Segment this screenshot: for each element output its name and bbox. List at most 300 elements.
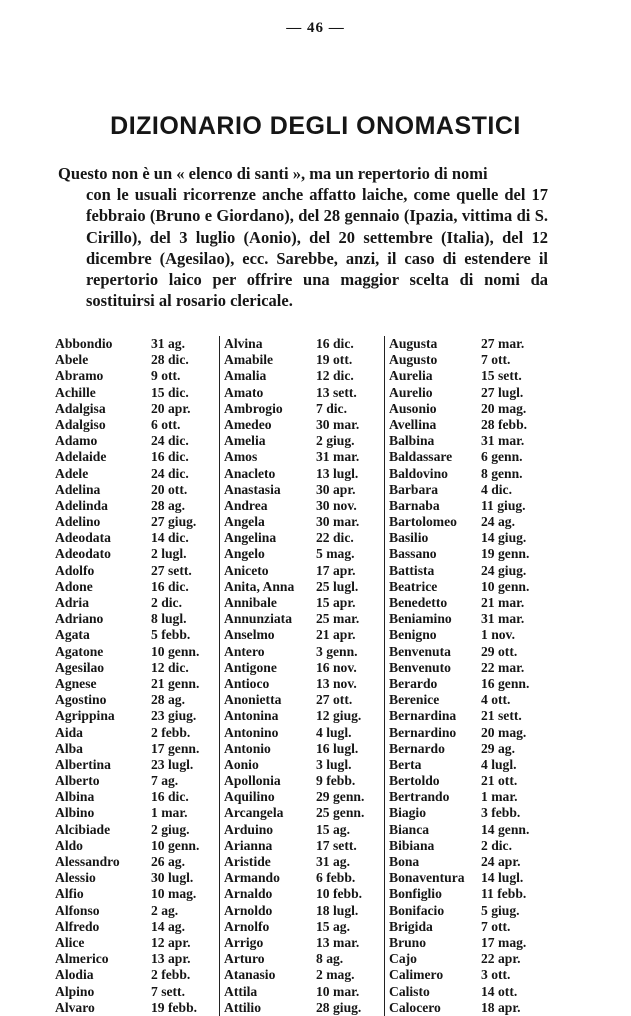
entry-name: Augusta (389, 336, 438, 351)
entry-name: Adeodata (55, 530, 111, 546)
entry-date: 30 lugl. (151, 870, 194, 886)
entry-date: 6 ott. (151, 416, 181, 432)
entry-date: 28 ag. (151, 692, 185, 708)
name-entry (220, 611, 384, 627)
entry-date: 4 lugl. (481, 756, 517, 772)
name-entry (55, 870, 219, 886)
entry-name: Bonifacio (389, 902, 445, 918)
entry-name: Bernardo (389, 740, 445, 756)
entry-date: 27 giug. (151, 514, 197, 530)
entry-date: 24 dic. (151, 433, 189, 449)
entry-date: 6 febb. (316, 870, 356, 886)
entry-date: 15 apr. (316, 595, 356, 610)
entry-date: 21 sett. (481, 708, 522, 724)
entry-name: Adone (55, 578, 93, 594)
name-entry (385, 1000, 550, 1016)
name-entry (55, 644, 219, 660)
entry-name: Anonietta (224, 692, 282, 708)
entry-name: Anita, Anna (224, 578, 295, 594)
entry-name: Adria (55, 595, 89, 610)
entry-name: Adelaide (55, 449, 107, 465)
name-entry (220, 773, 384, 789)
name-entry (220, 385, 384, 401)
name-entry (55, 935, 219, 951)
entry-date: 16 lugl. (316, 740, 359, 756)
entry-name: Bertrando (389, 789, 450, 805)
names-column-3 (384, 336, 550, 1016)
entry-name: Anastasia (224, 481, 281, 497)
name-entry (385, 984, 550, 1000)
entry-name: Amelia (224, 433, 266, 449)
entry-name: Berenice (389, 692, 440, 708)
page-title: DIZIONARIO DEGLI ONOMASTICI (110, 112, 521, 140)
entry-date: 17 mag. (481, 934, 527, 950)
entry-name: Arnaldo (224, 886, 273, 902)
entry-name: Bassano (389, 546, 437, 562)
entry-date: 7 ag. (151, 773, 179, 789)
name-entry (220, 644, 384, 660)
name-entry (220, 676, 384, 692)
entry-name: Antonina (224, 708, 279, 724)
name-entry (220, 708, 384, 724)
entry-date: 21 ott. (481, 773, 518, 789)
entry-date: 16 nov. (316, 659, 357, 675)
name-entry (55, 984, 219, 1000)
entry-date: 13 apr. (151, 951, 191, 967)
entry-date: 31 mar. (481, 611, 525, 627)
name-entry (220, 482, 384, 498)
entry-name: Apollonia (224, 773, 281, 789)
entry-name: Amos (224, 449, 258, 465)
entry-date: 13 lugl. (316, 465, 359, 481)
entry-name: Aonio (224, 756, 259, 772)
entry-name: Benvenuto (389, 659, 451, 675)
entry-date: 12 dic. (151, 659, 189, 675)
entry-date: 7 ott. (481, 918, 511, 934)
entry-name: Attila (224, 983, 258, 999)
entry-date: 15 ag. (316, 918, 350, 934)
entry-name: Amalia (224, 368, 267, 384)
entry-name: Bianca (389, 821, 430, 837)
entry-date: 22 apr. (481, 951, 521, 967)
entry-name: Benvenuta (389, 643, 451, 659)
name-entry (385, 789, 550, 805)
entry-date: 18 lugl. (316, 902, 359, 918)
name-entry (220, 838, 384, 854)
entry-date: 3 febb. (481, 805, 521, 821)
name-entry (385, 627, 550, 643)
name-entry (220, 967, 384, 983)
entry-name: Abele (55, 352, 89, 368)
entry-date: 12 apr. (151, 934, 191, 950)
name-entry (220, 741, 384, 757)
entry-date: 5 febb. (151, 627, 191, 643)
entry-name: Agostino (55, 692, 107, 708)
entry-date: 30 nov. (316, 497, 357, 513)
entry-date: 7 ott. (481, 352, 511, 368)
name-entry (220, 903, 384, 919)
name-entry (385, 708, 550, 724)
entry-name: Agrippina (55, 708, 115, 724)
name-entry (55, 951, 219, 967)
entry-name: Abramo (55, 368, 104, 384)
name-entry (385, 352, 550, 368)
name-entry (220, 449, 384, 465)
entry-date: 16 dic. (151, 449, 189, 465)
name-entry (220, 563, 384, 579)
name-entry (220, 336, 384, 352)
entry-name: Adamo (55, 433, 98, 449)
entry-name: Angela (224, 514, 265, 530)
name-entry (220, 984, 384, 1000)
name-entry (220, 805, 384, 821)
name-entry (385, 498, 550, 514)
entry-name: Brigida (389, 918, 433, 934)
entry-name: Albino (55, 805, 95, 821)
entry-date: 31 mar. (481, 433, 525, 449)
entry-name: Arnoldo (224, 902, 273, 918)
name-entry (385, 676, 550, 692)
entry-name: Alcibiade (55, 821, 111, 837)
name-entry (55, 838, 219, 854)
name-entry (55, 805, 219, 821)
name-entry (220, 466, 384, 482)
name-entry (220, 870, 384, 886)
intro-first-line: Questo non è un « elenco di santi », ma un repertorio di nomi (58, 164, 488, 183)
entry-date: 2 ag. (151, 902, 179, 918)
entry-date: 24 apr. (481, 854, 521, 869)
name-entry (385, 336, 550, 352)
entry-date: 2 febb. (151, 724, 191, 740)
entry-name: Bruno (389, 934, 427, 950)
entry-date: 5 mag. (316, 546, 355, 562)
name-entry (385, 449, 550, 465)
name-entry (220, 498, 384, 514)
entry-name: Alfonso (55, 902, 100, 918)
entry-date: 17 sett. (316, 837, 357, 853)
entry-name: Achille (55, 384, 96, 400)
entry-name: Annibale (224, 595, 277, 610)
entry-date: 7 sett. (151, 983, 185, 999)
name-entry (385, 466, 550, 482)
entry-name: Bertoldo (389, 773, 440, 789)
name-entry (55, 1000, 219, 1016)
entry-date: 15 sett. (481, 368, 522, 384)
entry-name: Barbara (389, 481, 439, 497)
name-entry (55, 611, 219, 627)
name-entry (220, 417, 384, 433)
entry-name: Cajo (389, 951, 417, 967)
name-entry (385, 595, 550, 611)
entry-name: Alessandro (55, 854, 120, 869)
entry-date: 14 dic. (151, 530, 189, 546)
entry-name: Annunziata (224, 611, 292, 627)
entry-date: 10 mag. (151, 886, 197, 902)
name-entry (55, 967, 219, 983)
name-entry (385, 870, 550, 886)
entry-date: 3 ott. (481, 967, 511, 983)
entry-name: Adelina (55, 481, 101, 497)
name-entry (55, 563, 219, 579)
name-entry (385, 919, 550, 935)
names-column-2 (219, 336, 384, 1016)
name-entry (55, 595, 219, 611)
names-column-1 (55, 336, 219, 1016)
entry-date: 1 mar. (151, 805, 188, 821)
entry-date: 21 apr. (316, 627, 356, 643)
entry-date: 28 febb. (481, 416, 528, 432)
entry-date: 3 lugl. (316, 756, 352, 772)
name-entry (55, 822, 219, 838)
name-entry (385, 563, 550, 579)
entry-date: 11 febb. (481, 886, 527, 902)
entry-name: Calocero (389, 999, 441, 1015)
onomastici-table (55, 336, 550, 1016)
name-entry (55, 579, 219, 595)
name-entry (385, 903, 550, 919)
entry-name: Adelinda (55, 497, 108, 513)
name-entry (55, 886, 219, 902)
name-entry (385, 579, 550, 595)
name-entry (385, 546, 550, 562)
entry-date: 9 ott. (151, 368, 181, 384)
name-entry (220, 627, 384, 643)
name-entry (55, 482, 219, 498)
entry-name: Alvaro (55, 999, 95, 1015)
entry-name: Adelino (55, 514, 101, 530)
entry-date: 30 mar. (316, 416, 360, 432)
entry-date: 2 dic. (151, 595, 182, 610)
name-entry (385, 611, 550, 627)
entry-name: Adele (55, 465, 89, 481)
entry-date: 31 ag. (151, 336, 185, 351)
entry-date: 2 giug. (151, 821, 190, 837)
entry-date: 12 dic. (316, 368, 354, 384)
entry-date: 21 genn. (151, 675, 200, 691)
entry-name: Benedetto (389, 595, 448, 610)
entry-date: 29 genn. (316, 789, 365, 805)
entry-name: Andrea (224, 497, 268, 513)
entry-date: 29 ag. (481, 740, 515, 756)
entry-name: Alfio (55, 886, 84, 902)
entry-date: 7 dic. (316, 400, 347, 416)
entry-name: Bona (389, 854, 420, 869)
entry-date: 27 lugl. (481, 384, 524, 400)
entry-name: Agnese (55, 675, 97, 691)
entry-date: 19 ott. (316, 352, 353, 368)
name-entry (55, 676, 219, 692)
entry-date: 14 ag. (151, 918, 185, 934)
entry-name: Amabile (224, 352, 274, 368)
name-entry (55, 660, 219, 676)
entry-date: 19 febb. (151, 999, 198, 1015)
entry-date: 16 dic. (151, 789, 189, 805)
name-entry (55, 725, 219, 741)
entry-name: Attilio (224, 999, 261, 1015)
entry-name: Alessio (55, 870, 96, 886)
name-entry (385, 530, 550, 546)
entry-date: 29 ott. (481, 643, 518, 659)
entry-name: Calisto (389, 983, 430, 999)
entry-name: Almerico (55, 951, 109, 967)
entry-name: Alfredo (55, 918, 100, 934)
name-entry (220, 352, 384, 368)
entry-date: 28 ag. (151, 497, 185, 513)
entry-date: 2 mag. (316, 967, 355, 983)
entry-name: Arduino (224, 821, 274, 837)
entry-date: 9 febb. (316, 773, 356, 789)
entry-name: Adeodato (55, 546, 111, 562)
entry-date: 28 giug. (316, 999, 362, 1015)
entry-date: 19 genn. (481, 546, 530, 562)
name-entry (385, 401, 550, 417)
entry-name: Alice (55, 934, 85, 950)
entry-date: 31 mar. (316, 449, 360, 465)
entry-name: Amato (224, 384, 264, 400)
name-entry (385, 838, 550, 854)
entry-name: Alberto (55, 773, 100, 789)
name-entry (220, 692, 384, 708)
name-entry (220, 935, 384, 951)
name-entry (220, 514, 384, 530)
name-entry (385, 741, 550, 757)
entry-date: 31 ag. (316, 854, 350, 869)
entry-name: Baldassare (389, 449, 453, 465)
entry-date: 24 dic. (151, 465, 189, 481)
intro-paragraph (58, 163, 548, 311)
name-entry (55, 546, 219, 562)
entry-name: Alodia (55, 967, 94, 983)
name-entry (55, 385, 219, 401)
entry-date: 22 mar. (481, 659, 525, 675)
entry-name: Alvina (224, 336, 263, 351)
entry-name: Aquilino (224, 789, 275, 805)
name-entry (220, 433, 384, 449)
page-number: — 46 — (286, 20, 345, 36)
name-entry (385, 482, 550, 498)
name-entry (55, 352, 219, 368)
entry-date: 10 febb. (316, 886, 363, 902)
entry-date: 22 dic. (316, 530, 354, 546)
entry-name: Agata (55, 627, 90, 643)
entry-date: 24 ag. (481, 514, 515, 530)
name-entry (220, 822, 384, 838)
entry-name: Anacleto (224, 465, 276, 481)
entry-name: Basilio (389, 530, 429, 546)
name-entry (220, 919, 384, 935)
name-entry (220, 757, 384, 773)
entry-date: 18 apr. (481, 999, 521, 1015)
name-entry (220, 368, 384, 384)
name-entry (385, 757, 550, 773)
name-entry (55, 903, 219, 919)
name-entry (385, 692, 550, 708)
entry-date: 27 ott. (316, 692, 353, 708)
entry-date: 10 genn. (151, 837, 200, 853)
name-entry (385, 773, 550, 789)
entry-date: 25 mar. (316, 611, 360, 627)
entry-date: 2 lugl. (151, 546, 187, 562)
entry-date: 11 giug. (481, 497, 526, 513)
entry-date: 5 giug. (481, 902, 520, 918)
name-entry (385, 805, 550, 821)
entry-date: 8 lugl. (151, 611, 187, 627)
entry-date: 23 giug. (151, 708, 197, 724)
intro-rest: con le usuali ricorrenze anche affatto laiche, come quelle del 17 febbraio (Bruno e Giordano), del 28 gennaio (Ipazia, vittima di S. Cirillo), del 3 luglio (Aonio), del 20 settembre (Italia), del 12 dicembre (Agesilao), ecc. Sarebbe, anzi, il caso di estendere il repertorio laico per offrire una maggior scelta di nomi da sostituirsi al rosario clericale. (86, 185, 548, 311)
entry-date: 14 genn. (481, 821, 530, 837)
entry-date: 20 mag. (481, 724, 527, 740)
entry-name: Albina (55, 789, 95, 805)
name-entry (220, 951, 384, 967)
entry-name: Bonfiglio (389, 886, 442, 902)
entry-name: Beatrice (389, 578, 438, 594)
name-entry (55, 627, 219, 643)
name-entry (385, 660, 550, 676)
name-entry (55, 466, 219, 482)
name-entry (385, 951, 550, 967)
name-entry (55, 773, 219, 789)
entry-name: Adalgisa (55, 400, 106, 416)
name-entry (385, 417, 550, 433)
entry-date: 14 giug. (481, 530, 527, 546)
entry-name: Benigno (389, 627, 437, 643)
name-entry (55, 741, 219, 757)
entry-date: 17 genn. (151, 740, 200, 756)
entry-name: Aldo (55, 837, 83, 853)
entry-name: Antonio (224, 740, 271, 756)
entry-date: 4 dic. (481, 481, 512, 497)
entry-date: 24 giug. (481, 562, 527, 578)
entry-name: Anselmo (224, 627, 275, 643)
entry-date: 2 dic. (481, 837, 512, 853)
entry-date: 28 dic. (151, 352, 189, 368)
entry-date: 1 mar. (481, 789, 518, 805)
entry-name: Alba (55, 740, 83, 756)
entry-name: Calimero (389, 967, 444, 983)
entry-name: Aurelia (389, 368, 433, 384)
entry-name: Aida (55, 724, 83, 740)
name-entry (55, 433, 219, 449)
name-entry (220, 401, 384, 417)
name-entry (220, 789, 384, 805)
entry-name: Bernardina (389, 708, 457, 724)
entry-name: Bartolomeo (389, 514, 457, 530)
name-entry (385, 433, 550, 449)
entry-date: 30 apr. (316, 481, 356, 497)
entry-date: 14 lugl. (481, 870, 524, 886)
entry-date: 25 genn. (316, 805, 365, 821)
entry-date: 3 genn. (316, 643, 358, 659)
entry-name: Antioco (224, 675, 270, 691)
entry-name: Ambrogio (224, 400, 283, 416)
entry-name: Battista (389, 562, 435, 578)
entry-name: Antero (224, 643, 265, 659)
name-entry (385, 935, 550, 951)
entry-name: Agesilao (55, 659, 105, 675)
entry-name: Alpino (55, 983, 95, 999)
entry-name: Angelo (224, 546, 265, 562)
entry-date: 27 sett. (151, 562, 192, 578)
entry-name: Antonino (224, 724, 279, 740)
name-entry (385, 725, 550, 741)
entry-date: 1 nov. (481, 627, 515, 643)
entry-name: Armando (224, 870, 280, 886)
entry-name: Atanasio (224, 967, 276, 983)
name-entry (55, 692, 219, 708)
entry-name: Amedeo (224, 416, 272, 432)
name-entry (220, 579, 384, 595)
name-entry (220, 886, 384, 902)
